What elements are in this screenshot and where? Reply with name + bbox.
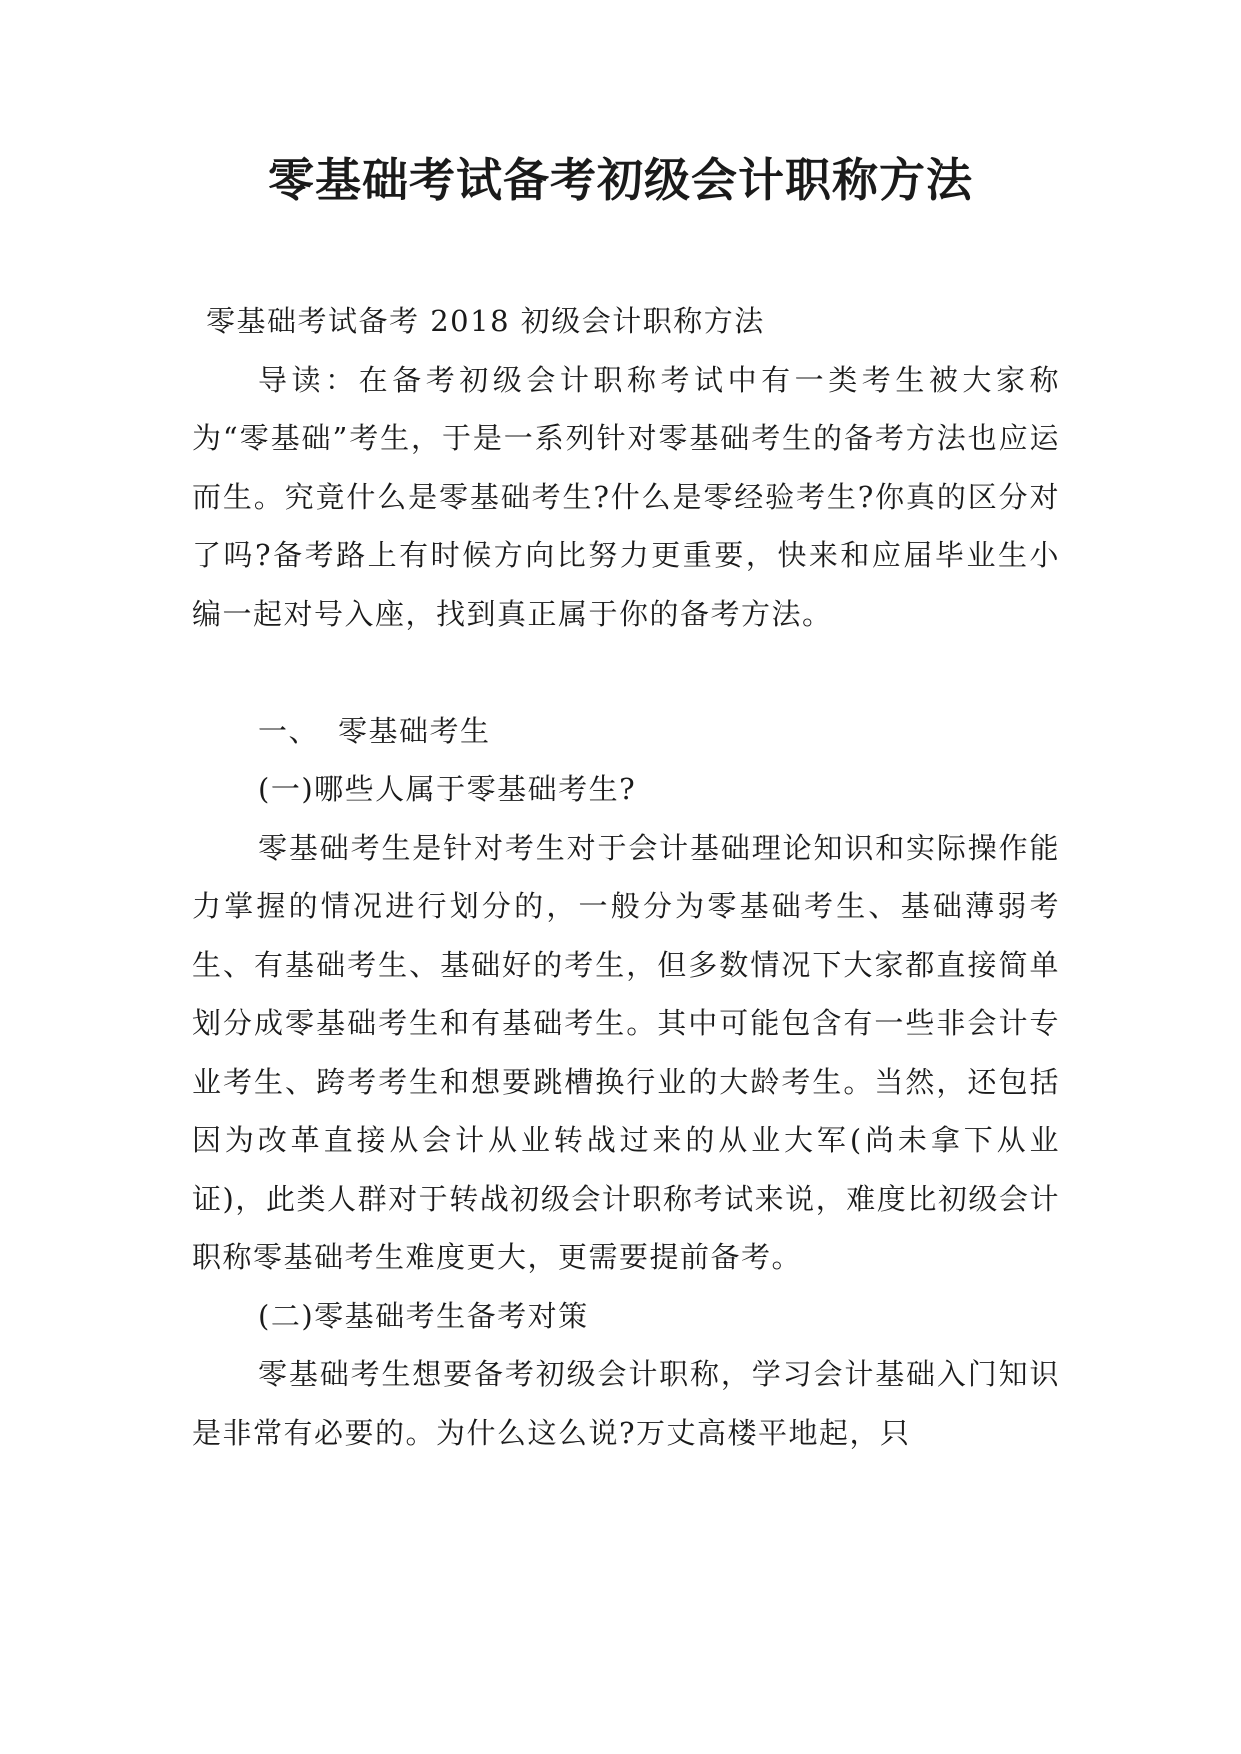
document-title: 零基础考试备考初级会计职称方法 [268, 153, 973, 207]
section-heading-1 [192, 702, 1060, 761]
document-subtitle: 零基础考试备考 2018 初级会计职称方法 [206, 304, 765, 338]
subsection-paragraph-2: 零基础考生想要备考初级会计职称，学习会计基础入门知识是非常有必要的。为什么这么说?万丈高楼平地起，只 [192, 1357, 1060, 1450]
intro-paragraph: 导读：在备考初级会计职称考试中有一类考生被大家称为“零基础”考生，于是一系列针对零基础考生的备考方法也应运而生。究竟什么是零基础考生?什么是零经验考生?你真的区分对了吗?备考路上有时候方向比努力更重要，快来和应届毕业生小编一起对号入座，找到真正属于你的备考方法。 [192, 362, 1060, 631]
subsection-paragraph-1: 零基础考生是针对考生对于会计基础理论知识和实际操作能力掌握的情况进行划分的，一般分为零基础考生、基础薄弱考生、有基础考生、基础好的考生，但多数情况下大家都直接简单划分成零基础考生和有基础考生。其中可能包含有一些非会计专业考生、跨考考生和想要跳槽换行业的大龄考生。当然，还包括因为改革直接从会计从业转战过来的从业大军(尚未拿下从业证)，此类人群对于转战初级会计职称考试来说，难度比初级会计职称零基础考生难度更大，更需要提前备考。 [192, 830, 1060, 1274]
subsection-heading-1: (一)哪些人属于零基础考生? [258, 772, 637, 806]
document-body [192, 292, 1060, 1462]
subsection-heading-2: (二)零基础考生备考对策 [258, 1298, 589, 1333]
section-number: 一、 [258, 713, 320, 748]
paragraph-spacer [192, 643, 1060, 702]
section-title: 零基础考生 [338, 713, 491, 748]
